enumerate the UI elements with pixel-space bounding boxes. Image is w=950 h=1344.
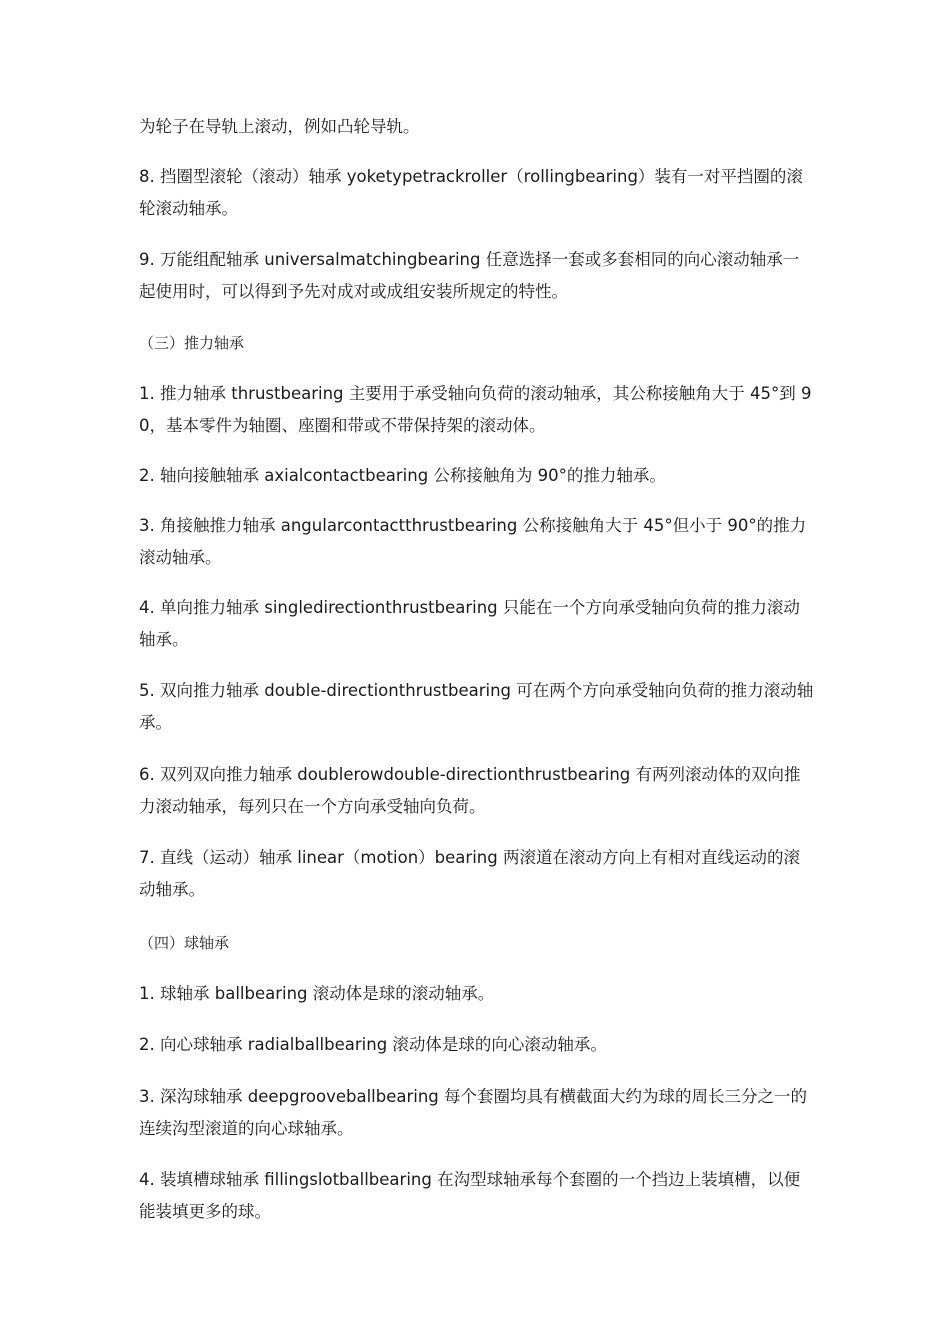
section-heading-ball-bearings: （四）球轴承 (139, 934, 230, 952)
paragraph-thrust-5: 5. 双向推力轴承 double-directionthrustbearing 可在两个方向承受轴向负荷的推力滚动轴承。 (139, 681, 814, 732)
paragraph-thrust-7: 7. 直线（运动）轴承 linear（motion）bearing 两滚道在滚动方向上有相对直线运动的滚动轴承。 (139, 848, 800, 899)
paragraph-ball-4: 4. 装填槽球轴承 fillingslotballbearing 在沟型球轴承每个套圈的一个挡边上装填槽，以便能装填更多的球。 (139, 1170, 801, 1221)
paragraph-thrust-4: 4. 单向推力轴承 singledirectionthrustbearing 只能在一个方向承受轴向负荷的推力滚动轴承。 (139, 598, 800, 649)
paragraph-item-8: 8. 挡圈型滚轮（滚动）轴承 yoketypetrackroller（rollingbearing）装有一对平挡圈的滚轮滚动轴承。 (139, 167, 803, 218)
paragraph-thrust-2: 2. 轴向接触轴承 axialcontactbearing 公称接触角为 90°的推力轴承。 (139, 466, 666, 485)
paragraph-ball-2: 2. 向心球轴承 radialballbearing 滚动体是球的向心滚动轴承。 (139, 1035, 607, 1054)
section-heading-thrust-bearings: （三）推力轴承 (139, 334, 245, 352)
paragraph-thrust-3: 3. 角接触推力轴承 angularcontactthrustbearing 公称接触角大于 45°但小于 90°的推力滚动轴承。 (139, 516, 807, 567)
paragraph-thrust-1: 1. 推力轴承 thrustbearing 主要用于承受轴向负荷的滚动轴承，其公称接触角大于 45°到 90，基本零件为轴圈、座圈和带或不带保持架的滚动体。 (139, 384, 812, 435)
paragraph-ball-3: 3. 深沟球轴承 deepgrooveballbearing 每个套圈均具有横截面大约为球的周长三分之一的连续沟型滚道的向心球轴承。 (139, 1087, 808, 1138)
paragraph-thrust-6: 6. 双列双向推力轴承 doublerowdouble-directionthrustbearing 有两列滚动体的双向推力滚动轴承，每列只在一个方向承受轴向负荷。 (139, 765, 801, 816)
paragraph-item-9: 9. 万能组配轴承 universalmatchingbearing 任意选择一套或多套相同的向心滚动轴承一起使用时，可以得到予先对成对或成组安装所规定的特性。 (139, 250, 800, 301)
paragraph-continuation: 为轮子在导轨上滚动，例如凸轮导轨。 (139, 117, 420, 136)
paragraph-ball-1: 1. 球轴承 ballbearing 滚动体是球的滚动轴承。 (139, 984, 495, 1003)
